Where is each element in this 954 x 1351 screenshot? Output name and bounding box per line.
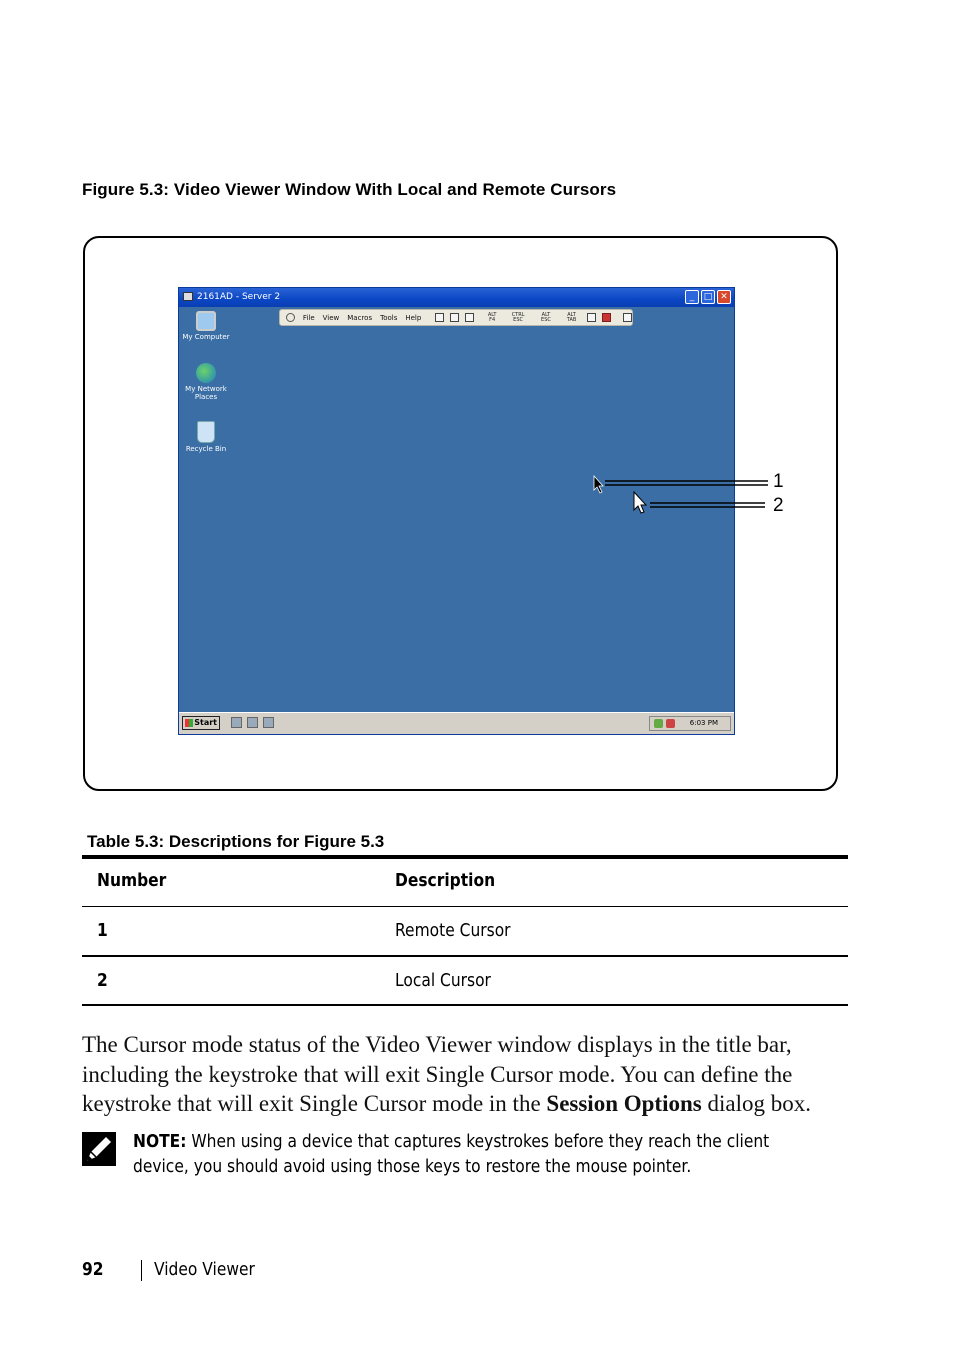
maximize-button[interactable]: □ [701,290,715,304]
column-header-description: Description [395,870,496,891]
table-caption: Table 5.3: Descriptions for Figure 5.3 [87,832,385,851]
alt-f4-macro-button[interactable]: ALT F4 [487,311,497,323]
column-header-number: Number [97,870,167,891]
note [133,1130,770,1179]
table-bottom-rule [82,1004,848,1006]
table-header-rule [82,906,848,907]
minimize-button[interactable]: _ [685,290,699,304]
callout-number-1: 1 [773,471,784,492]
menu-macros[interactable]: Macros [347,313,373,322]
menu-tools[interactable]: Tools [380,313,398,322]
clock: 6:03 PM [689,719,718,727]
body-text-end: dialog box. [701,1091,811,1116]
table-top-rule [82,855,848,859]
desktop-icon-label: My Network Places [185,385,227,401]
session-options-term: Session Options [546,1091,702,1116]
body-paragraph [82,1030,842,1119]
menu-help[interactable]: Help [405,313,422,322]
table-cell-description: Local Cursor [395,970,491,991]
table-cell-number: 1 [97,920,108,941]
start-label: Start [194,718,217,727]
table-cell-description: Remote Cursor [395,920,511,941]
close-button[interactable]: ✕ [717,290,731,304]
note-label: NOTE: [133,1131,187,1152]
table-row-rule [82,955,848,957]
note-pencil-icon [82,1132,116,1166]
page-number: 92 [82,1259,104,1280]
footer-separator [141,1260,142,1281]
ctrl-esc-macro-button[interactable]: CTRL ESC [511,311,525,323]
alt-esc-macro-button[interactable]: ALT ESC [541,311,551,323]
footer-section-title: Video Viewer [154,1259,255,1280]
local-cursor-icon [634,492,646,513]
table-cell-number: 2 [97,970,108,991]
desktop-icon-label: Recycle Bin [185,445,227,453]
callout-number-2: 2 [773,495,784,516]
window-title: 2161AD - Server 2 [197,292,281,302]
desktop-icon-label: My Computer [182,333,230,341]
body-text: The Cursor mode status of the Video Viewer window displays in the title bar, including the keystroke that will exit Single Cursor mode. You can define the keystroke that will exit Single Cursor mode in the [82,1032,793,1116]
menu-view[interactable]: View [322,313,340,322]
alt-tab-macro-button[interactable]: ALT TAB [566,311,577,323]
note-text-line2: device, you should avoid using those keys to restore the mouse pointer. [133,1155,692,1177]
note-text-line1: When using a device that captures keystrokes before they reach the client [186,1131,770,1152]
menu-file[interactable]: File [302,313,315,322]
remote-cursor-icon [594,476,603,493]
figure-caption: Figure 5.3: Video Viewer Window With Local and Remote Cursors [82,180,617,199]
